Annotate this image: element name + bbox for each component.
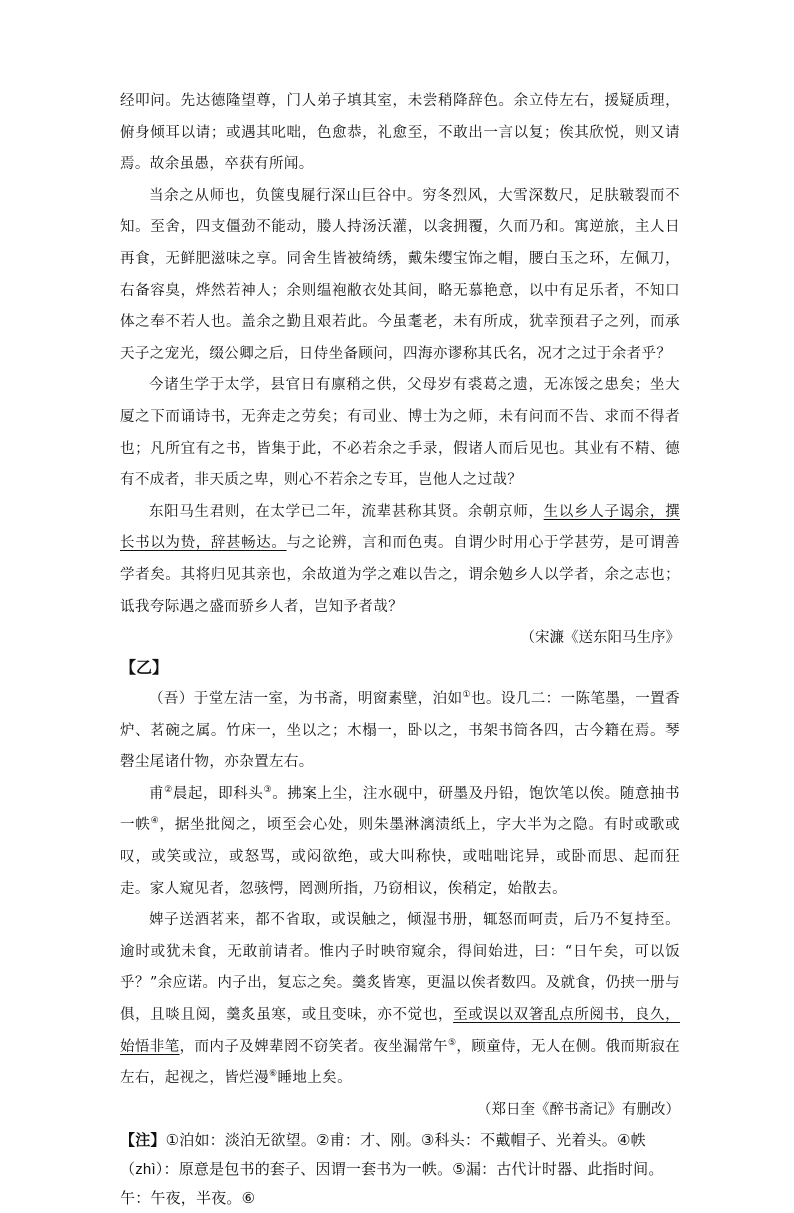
passage-b-p2-text-2: 晨起，即科头 [172,785,264,802]
underlined-sentence-a: 生以乡人子谒余，撰长书以为贽，辞甚畅达。 [120,503,680,552]
passage-b-paragraph-3 [120,905,680,1095]
passage-b-p3-text-3: ，顾童侍，无人在侧。俄而斯寂在左右，起视之，皆烂漫 [120,1038,681,1087]
passage-b-source: （郑日奎《醉书斋记》有删改） [477,1101,680,1118]
footnote-marker-5: ⑤ [447,1037,457,1048]
passage-a-paragraph-4 [120,497,680,623]
footnote-marker-6: ⑥ [269,1069,278,1080]
passage-a-paragraph-1: 经叩问。先达德隆望尊，门人弟子填其室，未尝稍降辞色。余立侍左右，援疑质理，俯身倾耳以请；或遇其叱咄，色愈恭，礼愈至，不敢出一言以复；俟其欣悦，则又请焉。故余虽愚，卒获有所闻。 [120,93,680,173]
passage-a-p4-text-1: 东阳马生君则，在太学已二年，流辈甚称其贤。余朝京师， [149,503,544,520]
passage-b-p2-text-4: ，据坐批阅之，顷至会心处，则朱墨淋漓渍纸上，字大半为之隐。有时或歌或叹，或笑或泣，或怒骂，或闷欲绝，或大叫称快，或咄咄诧异，或卧而思、起而狂走。家人窥见者，忽骇愕，罔测所指，乃窃相议，俟稍定，始散去。 [120,817,680,897]
footnotes-label: 【注】 [120,1131,166,1149]
passage-b-p1-text-2: 也。设几二：一陈笔墨，一置香炉、茗碗之属。竹床一，坐以之；木榻一，卧以之，书架书筒各四，古今籍在焉。琴磬尘尾诸什物，亦杂置左右。 [120,691,680,771]
footnotes [120,1126,680,1213]
passage-b-p3-text-4: 睡地上矣。 [277,1070,352,1087]
passage-a-source: （宋濂《送东阳马生序》 [520,630,680,647]
footnote-marker-1: ① [462,690,472,701]
passage-a-p4-text-2: 与之论辨，言和而色夷。自谓少时用心于学甚劳，是可谓善学者矣。其将归见其亲也，余故道为学之难以告之，谓余勉乡人以学者，余之志也；诋我夸际遇之盛而骄乡人者，岂知予者哉？ [120,535,680,615]
passage-a-paragraph-2: 当余之从师也，负箧曳屣行深山巨谷中。穷冬烈风，大雪深数尺，足肤皲裂而不知。至舍，四支僵劲不能动，媵人持汤沃灌，以衾拥覆，久而乃和。寓逆旅，主人日再食，无鲜肥滋味之享。同舍生皆被绮绣，戴朱缨宝饰之帽，腰白玉之环，左佩刀，右备容臭，烨然若神人；余则缊袍敝衣处其间，略无慕艳意，以中有足乐者，不知口体之奉不若人也。盖余之勤且艰若此。今虽耄老，未有所成，犹幸预君子之列，而承天子之宠光，缀公卿之后，日侍坐备顾问，四海亦谬称其氏名，况才之过于余者乎？ [120,187,680,362]
passage-b-p2-text-1: 甫 [149,785,165,802]
passage-b-p1-text-1: （吾）于堂左洁一室，为书斋，明窗素壁，泊如 [149,691,463,708]
footnotes-text: ①泊如：淡泊无欲望。②甫：才、刚。③科头：不戴帽子、光着头。④帙（zhì）：原意是包书的套子、因谓一套书为一帙。⑤漏：古代计时器、此指时间。午：午夜，半夜。⑥ [120,1131,664,1207]
passage-a-paragraph-3: 今诸生学于太学，县官日有廪稍之供，父母岁有裘葛之遗，无冻馁之患矣；坐大厦之下而诵诗书，无奔走之劳矣；有司业、博士为之师，未有问而不告、求而不得者也；凡所宜有之书，皆集于此，不必若余之手录，假诸人而后见也。其业有不精、德有不成者，非天质之卑，则心不若余之专耳，岂他人之过哉？ [120,377,680,489]
document-page [120,86,680,1213]
footnote-marker-3: ③ [263,785,273,796]
passage-b-p3-text-1: 婢子送酒茗来，都不省取，或误触之，倾湿书册，辄怒而呵责，后乃不复持至。逾时或犹未食，无敢前请者。惟内子时映帘窥余，得间始进，曰：“日午矣，可以饭乎？”余应诺。内子出，复忘之矣。羹炙皆寒，更温以俟者数四。及就食，仍挟一册与俱，且啖且阅，羹炙虽寒，或且变味，亦不觉也， [120,912,680,1024]
footnote-marker-2: ② [164,785,173,796]
underlined-sentence-b: 至或误以双箸乱点所阅书，良久，始悟非笔 [120,1007,680,1055]
passage-b-p2-text-3: 。拂案上尘，注水砚中，研墨及丹铅，饱饮笔以俟。随意抽书一帙 [120,785,681,834]
passage-b-paragraph-2 [120,779,680,905]
footnote-marker-4: ④ [150,816,160,827]
passage-b-p3-text-2: ，而内子及婢辈罔不窃笑者。夜坐漏常午 [179,1038,448,1055]
passage-b [120,684,680,1095]
passage-b-label: 【乙】 [120,660,169,678]
passage-b-paragraph-1 [120,684,680,779]
passage-a [120,86,680,623]
